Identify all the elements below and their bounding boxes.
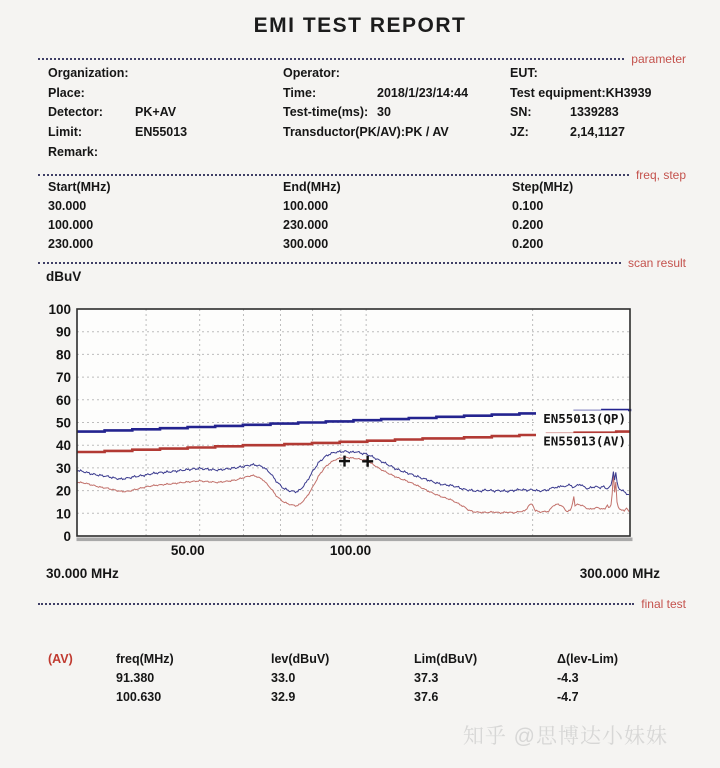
param-column-2 bbox=[283, 66, 468, 145]
param-label: Limit: bbox=[48, 125, 83, 140]
param-column-1 bbox=[48, 66, 187, 164]
param-label: EUT: bbox=[510, 66, 538, 80]
freq-cell: 0.200 bbox=[512, 218, 544, 232]
svg-text:EN55013(AV): EN55013(AV) bbox=[543, 433, 626, 449]
separator-freq-step bbox=[38, 168, 686, 182]
separator-final-test bbox=[38, 597, 686, 611]
final-cell: 37.6 bbox=[414, 690, 439, 704]
param-row bbox=[48, 86, 187, 106]
param-value: 2,14,1127 bbox=[570, 125, 625, 140]
final-cell: 37.3 bbox=[414, 671, 439, 685]
param-label: Detector: bbox=[48, 105, 103, 120]
section-label-final-test: final test bbox=[641, 597, 686, 611]
param-row bbox=[510, 105, 651, 125]
freq-col-header: Start(MHz) bbox=[48, 180, 111, 194]
x-axis-end-label: 300.000 MHz bbox=[579, 566, 660, 581]
dotted-line bbox=[38, 58, 624, 60]
section-label-freq-step: freq, step bbox=[635, 168, 686, 182]
param-label: JZ: bbox=[510, 125, 529, 140]
dotted-line bbox=[38, 174, 629, 176]
param-label: Organization: bbox=[48, 66, 129, 80]
svg-text:100: 100 bbox=[48, 302, 71, 317]
zhihu-watermark: 知乎 @思博达小妹妹 bbox=[462, 725, 668, 748]
param-label: Operator: bbox=[283, 66, 340, 80]
param-row bbox=[283, 105, 468, 125]
param-value: 1339283 bbox=[570, 105, 619, 120]
freq-cell: 0.200 bbox=[512, 237, 544, 251]
param-row bbox=[510, 66, 651, 86]
final-cell: 91.380 bbox=[116, 671, 155, 685]
param-value: EN55013 bbox=[135, 125, 188, 140]
param-label: SN: bbox=[510, 105, 532, 120]
final-col-header: Lim(dBuV) bbox=[414, 652, 478, 666]
param-row bbox=[283, 125, 468, 145]
svg-text:0: 0 bbox=[63, 529, 71, 544]
param-value: PK / AV bbox=[405, 125, 449, 140]
param-label: Remark: bbox=[48, 144, 99, 159]
page-title: EMI TEST REPORT bbox=[253, 14, 467, 37]
freq-col-header: End(MHz) bbox=[283, 180, 341, 194]
svg-text:80: 80 bbox=[55, 347, 71, 363]
separator-parameter bbox=[38, 52, 686, 66]
final-col-header: lev(dBuV) bbox=[271, 652, 330, 666]
param-row bbox=[48, 105, 187, 125]
final-cell: -4.7 bbox=[557, 690, 579, 704]
freq-cell: 30.000 bbox=[48, 199, 87, 213]
final-cell: 100.630 bbox=[116, 690, 162, 704]
freq-cell: 0.100 bbox=[512, 199, 544, 213]
param-column-3 bbox=[510, 66, 651, 145]
param-label: Place: bbox=[48, 85, 85, 100]
section-label-scan-result: scan result bbox=[627, 256, 686, 270]
param-value: 2018/1/23/14:44 bbox=[377, 85, 469, 100]
param-row bbox=[48, 125, 187, 145]
svg-text:40: 40 bbox=[55, 438, 71, 454]
svg-text:EN55013(QP): EN55013(QP) bbox=[543, 410, 626, 426]
dotted-line bbox=[38, 603, 634, 605]
section-label-parameter: parameter bbox=[631, 52, 686, 66]
separator-scan-result bbox=[38, 256, 686, 270]
param-row bbox=[48, 66, 187, 86]
svg-text:50.00: 50.00 bbox=[170, 543, 205, 558]
freq-col-header: Step(MHz) bbox=[512, 180, 574, 194]
param-row bbox=[283, 86, 468, 106]
svg-text:60: 60 bbox=[55, 392, 71, 408]
final-detector-label: (AV) bbox=[48, 652, 73, 666]
param-row bbox=[48, 145, 187, 165]
final-col-header: Δ(lev-Lim) bbox=[557, 652, 619, 666]
svg-text:90: 90 bbox=[55, 324, 71, 340]
param-row bbox=[283, 66, 468, 86]
final-cell: -4.3 bbox=[557, 671, 579, 685]
param-label: Test equipment: bbox=[510, 85, 606, 100]
param-value: 30 bbox=[377, 105, 391, 120]
freq-cell: 100.000 bbox=[48, 218, 94, 232]
scan-chart bbox=[0, 295, 720, 565]
svg-text:20: 20 bbox=[55, 483, 71, 499]
x-axis-start-label: 30.000 MHz bbox=[46, 566, 119, 581]
param-label: Transductor(PK/AV): bbox=[283, 125, 405, 140]
param-label: Test-time(ms): bbox=[283, 105, 369, 120]
svg-text:30: 30 bbox=[55, 460, 71, 476]
freq-cell: 300.000 bbox=[283, 237, 329, 251]
y-axis-unit-label: dBuV bbox=[46, 269, 82, 284]
final-col-header: freq(MHz) bbox=[116, 652, 174, 666]
param-value: KH3939 bbox=[605, 85, 652, 100]
param-row bbox=[510, 125, 651, 145]
final-cell: 33.0 bbox=[271, 671, 296, 685]
freq-cell: 230.000 bbox=[283, 218, 329, 232]
svg-text:10: 10 bbox=[55, 506, 71, 522]
svg-text:50: 50 bbox=[55, 415, 71, 431]
freq-cell: 230.000 bbox=[48, 237, 94, 251]
final-cell: 32.9 bbox=[271, 690, 296, 704]
dotted-line bbox=[38, 262, 621, 264]
freq-cell: 100.000 bbox=[283, 199, 329, 213]
svg-text:70: 70 bbox=[55, 370, 71, 386]
svg-text:100.00: 100.00 bbox=[329, 543, 372, 558]
param-label: Time: bbox=[283, 85, 317, 100]
param-value: PK+AV bbox=[135, 105, 177, 120]
param-row bbox=[510, 86, 651, 106]
